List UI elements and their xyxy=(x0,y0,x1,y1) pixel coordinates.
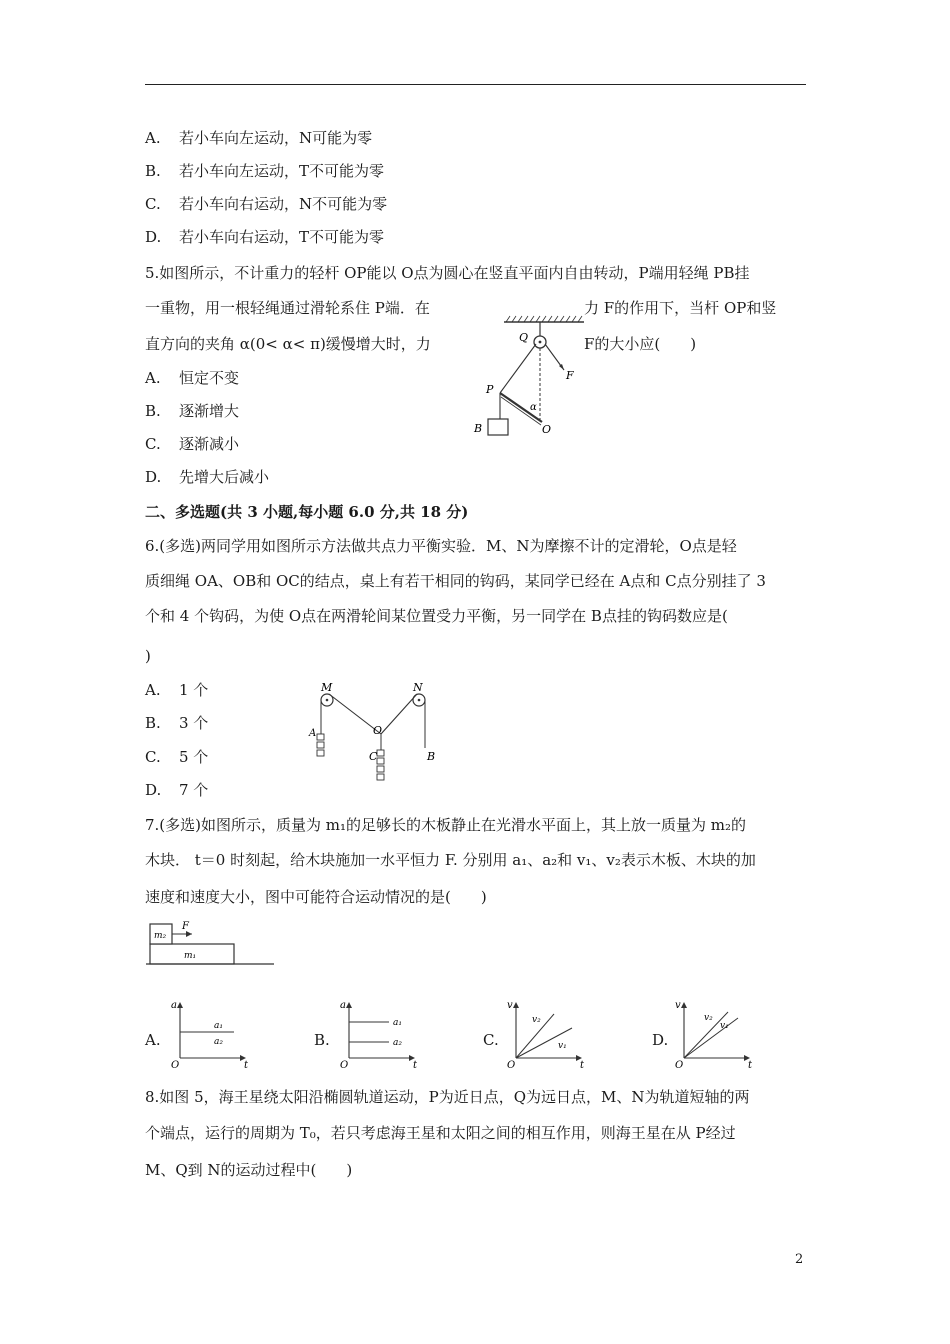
page-number: 2 xyxy=(795,1252,804,1267)
graph-c-l2: v₁ xyxy=(558,1041,567,1051)
q4-option-c: C. 若小车向右运动，N不可能为零 xyxy=(145,195,388,213)
q6-stem-line4: ) xyxy=(145,647,151,665)
q4-option-a: A. 若小车向左运动，N可能为零 xyxy=(145,129,373,147)
q5-label-o: O xyxy=(542,423,552,436)
q6-option-a: A. 1 个 xyxy=(145,681,209,699)
q5-label-q: Q xyxy=(519,331,529,344)
q5-label-b: B xyxy=(474,422,483,435)
graph-b-origin: O xyxy=(340,1060,349,1071)
q5-option-d: D. 先增大后减小 xyxy=(145,468,270,486)
graph-c-l1: v₂ xyxy=(532,1015,541,1025)
graph-a-origin: O xyxy=(171,1060,180,1071)
q4-option-d: D. 若小车向右运动，T不可能为零 xyxy=(145,228,385,246)
graph-c-xlabel: t xyxy=(580,1060,585,1071)
graph-d-origin: O xyxy=(675,1060,684,1071)
graph-d-l2: v₁ xyxy=(720,1021,729,1031)
q5-label-p: P xyxy=(486,383,494,396)
q6-stem-line2: 质细绳 OA、OB和 OC的结点，桌上有若干相同的钩码，某同学已经在 A点和 C点分别挂了 3 xyxy=(145,572,766,590)
q7-graph-d xyxy=(672,996,764,1071)
header-rule xyxy=(145,84,806,85)
q8-stem-line1: 8.如图 5，海王星绕太阳沿椭圆轨道运动，P为近日点，Q为远日点，M、N为轨道短轴的两 xyxy=(145,1088,750,1106)
graph-b-l1: a₁ xyxy=(393,1018,402,1028)
q7-setup-figure xyxy=(140,916,280,970)
q7-label-f: F xyxy=(182,921,189,932)
q6-label-n: N xyxy=(413,681,423,694)
q6-option-c: C. 5 个 xyxy=(145,748,209,766)
q6-option-d: D. 7 个 xyxy=(145,781,209,799)
q5-figure xyxy=(474,308,590,444)
graph-a-xlabel: t xyxy=(244,1060,249,1071)
q5-stem-line2a: 一重物，用一根轻绳通过滑轮系住 P端．在 xyxy=(145,299,430,317)
graph-d-xlabel: t xyxy=(748,1060,753,1071)
q7-label-m2: m₂ xyxy=(154,931,167,941)
q6-label-a: A xyxy=(309,728,317,739)
graph-b-ylabel: a xyxy=(340,1000,346,1011)
q7-graph-c xyxy=(504,996,596,1071)
q7-graph-a xyxy=(168,996,260,1071)
q6-label-m: M xyxy=(321,681,333,694)
q7-stem-line3: 速度和速度大小，图中可能符合运动情况的是( ) xyxy=(145,888,487,906)
graph-b-l2: a₂ xyxy=(393,1038,402,1048)
q5-stem-line1: 5.如图所示，不计重力的轻杆 OP能以 O点为圆心在竖直平面内自由转动，P端用轻绳 PB挂 xyxy=(145,264,750,282)
q7-graph-d-letter: D. xyxy=(652,1031,669,1049)
graph-b-xlabel: t xyxy=(413,1060,418,1071)
q6-figure xyxy=(305,678,445,798)
q5-label-f: F xyxy=(566,369,574,382)
graph-a-ylabel: a xyxy=(171,1000,177,1011)
q6-label-b: B xyxy=(427,750,436,763)
q5-option-b: B. 逐渐增大 xyxy=(145,402,240,420)
q6-label-o: O xyxy=(373,724,383,737)
q8-stem-line3: M、Q到 N的运动过程中( ) xyxy=(145,1161,353,1179)
q5-stem-line3a: 直方向的夹角 α(0< α< π)缓慢增大时，力 xyxy=(145,335,431,353)
graph-d-ylabel: v xyxy=(675,1000,681,1011)
q7-stem-line2: 木块． t＝0 时刻起，给木块施加一水平恒力 F. 分别用 a₁、a₂和 v₁、v₂表示木板、木块的加 xyxy=(145,851,756,869)
graph-c-ylabel: v xyxy=(507,1000,513,1011)
q7-graph-c-letter: C. xyxy=(483,1031,499,1049)
q5-option-c: C. 逐渐减小 xyxy=(145,435,240,453)
q7-graph-b-letter: B. xyxy=(314,1031,330,1049)
section2-title: 二、多选题(共 3 小题,每小题 6.0 分,共 18 分) xyxy=(145,503,469,521)
q6-option-b: B. 3 个 xyxy=(145,714,209,732)
graph-d-l1: v₂ xyxy=(704,1013,713,1023)
q7-graph-b xyxy=(337,996,429,1071)
graph-a-l2: a₂ xyxy=(214,1037,223,1047)
q8-stem-line2: 个端点，运行的周期为 T₀，若只考虑海王星和太阳之间的相互作用，则海王星在从 P经过 xyxy=(145,1124,736,1142)
q6-label-c: C xyxy=(369,750,378,763)
q7-label-m1: m₁ xyxy=(184,951,197,961)
q7-stem-line1: 7.(多选)如图所示，质量为 m₁的足够长的木板静止在光滑水平面上，其上放一质量为 m₂的 xyxy=(145,816,747,834)
q6-stem-line3: 个和 4 个钩码，为使 O点在两滑轮间某位置受力平衡，另一同学在 B点挂的钩码数应是( xyxy=(145,607,728,625)
q5-stem-line2b: 力 F的作用下，当杆 OP和竖 xyxy=(584,299,777,317)
q5-option-a: A. 恒定不变 xyxy=(145,369,240,387)
graph-c-origin: O xyxy=(507,1060,516,1071)
q4-option-b: B. 若小车向左运动，T不可能为零 xyxy=(145,162,385,180)
graph-a-l1: a₁ xyxy=(214,1021,223,1031)
q5-stem-line3b: F的大小应( ) xyxy=(584,335,697,353)
q7-graph-a-letter: A. xyxy=(145,1031,161,1049)
q5-label-alpha: α xyxy=(530,402,537,413)
q6-stem-line1: 6.(多选)两同学用如图所示方法做共点力平衡实验．M、N为摩擦不计的定滑轮，O点是轻 xyxy=(145,537,737,555)
